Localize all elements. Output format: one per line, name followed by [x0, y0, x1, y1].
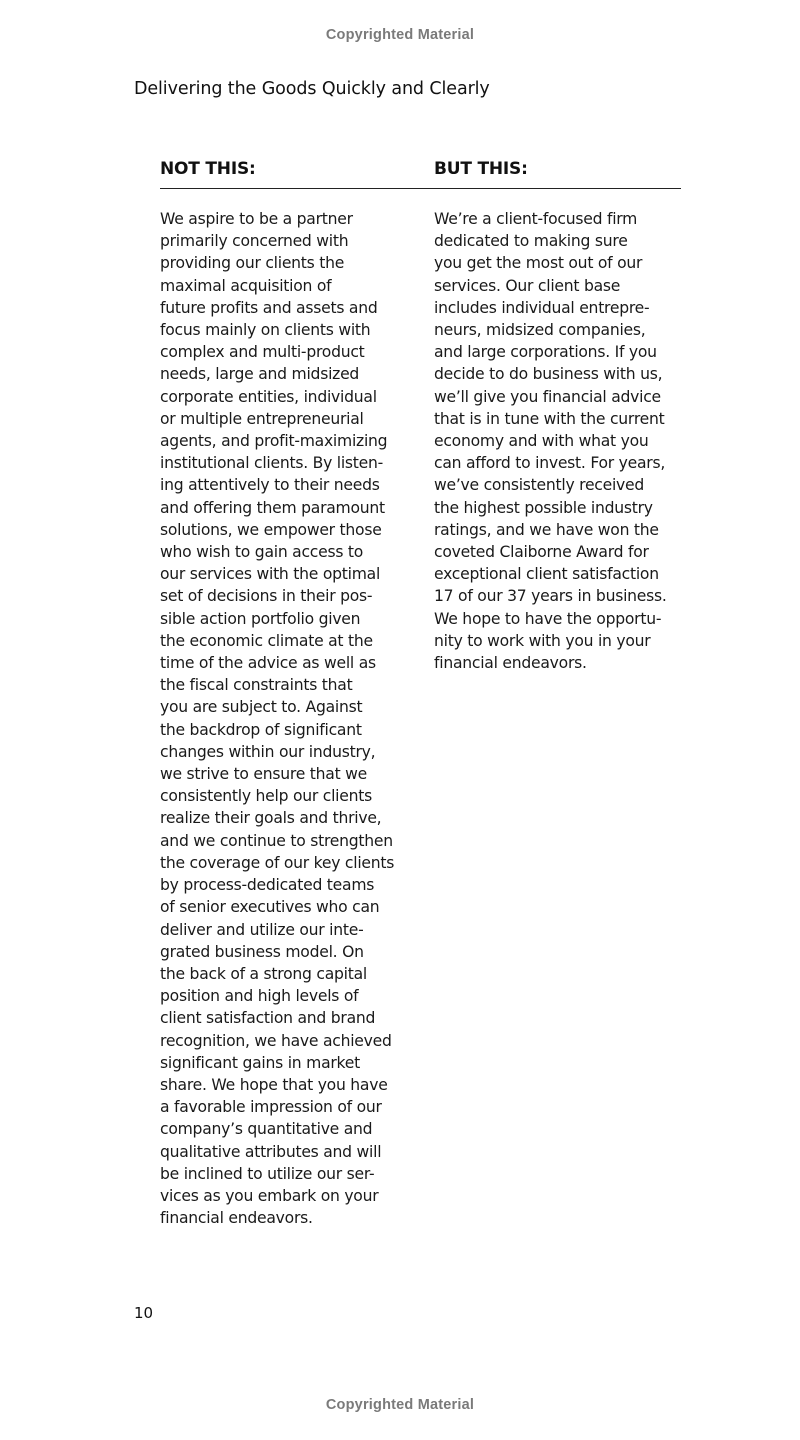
not-this-heading: NOT THIS:	[160, 159, 256, 179]
text-line: We’re a client-focused firm	[434, 210, 638, 228]
text-line: coveted Claiborne Award for	[434, 543, 649, 562]
page-number: 10	[134, 1304, 154, 1322]
text-line: share. We hope that you have	[160, 1075, 388, 1094]
text-line: agents, and profit-maximizing	[160, 432, 388, 451]
but-this-heading: BUT THIS:	[434, 159, 528, 179]
text-line: future profits and assets and	[160, 298, 378, 317]
text-line: consistently help our clients	[160, 787, 372, 806]
text-line: neurs, midsized companies,	[434, 321, 646, 340]
text-line: and large corporations. If you	[434, 343, 657, 362]
text-line: economy and with what you	[434, 432, 649, 451]
text-line: nity to work with you in your	[434, 631, 651, 650]
text-line: realize their goals and thrive,	[160, 809, 382, 828]
text-line: dedicated to making sure	[434, 232, 628, 251]
text-line: needs, large and midsized	[160, 365, 360, 384]
copyright-watermark-bottom: Copyrighted Material	[325, 1397, 475, 1413]
text-line: can afford to invest. For years,	[434, 454, 666, 473]
text-line: financial endeavors.	[434, 654, 587, 673]
text-line: by process-dedicated teams	[160, 876, 375, 895]
but-this-column	[434, 208, 692, 674]
text-line: 17 of our 37 years in business.	[434, 587, 667, 606]
text-line: time of the advice as well as	[160, 654, 376, 673]
text-line: maximal acquisition of	[160, 276, 332, 295]
text-line: recognition, we have achieved	[160, 1031, 392, 1050]
text-line: exceptional client satisfaction	[434, 565, 659, 584]
text-line: ing attentively to their needs	[160, 476, 380, 495]
text-line: complex and multi-product	[160, 343, 365, 362]
text-line: includes individual entrepre-	[434, 298, 650, 317]
running-head: Delivering the Goods Quickly and Clearly	[134, 79, 490, 99]
text-line: you are subject to. Against	[160, 698, 363, 717]
text-line: qualitative attributes and will	[160, 1142, 382, 1161]
text-line: or multiple entrepreneurial	[160, 409, 364, 428]
text-line: ratings, and we have won the	[434, 520, 659, 539]
text-line: our services with the optimal	[160, 565, 381, 584]
text-line: financial endeavors.	[160, 1209, 313, 1228]
text-line: a favorable impression of our	[160, 1098, 382, 1117]
text-line: client satisfaction and brand	[160, 1009, 376, 1028]
text-line: that is in tune with the current	[434, 409, 665, 428]
text-line: who wish to gain access to	[160, 543, 364, 562]
text-line: sible action portfolio given	[160, 609, 361, 628]
text-line: set of decisions in their pos-	[160, 587, 373, 606]
text-line: the highest possible industry	[434, 498, 653, 517]
text-line: providing our clients the	[160, 254, 345, 273]
heading-rule	[160, 188, 681, 189]
text-line: the coverage of our key clients	[160, 853, 395, 872]
text-line: changes within our industry,	[160, 742, 376, 761]
text-line: of senior executives who can	[160, 898, 380, 917]
text-line: focus mainly on clients with	[160, 321, 371, 340]
text-line: we’ve consistently received	[434, 476, 645, 495]
text-line: grated business model. On	[160, 942, 364, 961]
text-line: institutional clients. By listen-	[160, 454, 384, 473]
text-line: we’ll give you financial advice	[434, 387, 661, 406]
text-line: company’s quantitative and	[160, 1120, 373, 1139]
text-line: we strive to ensure that we	[160, 765, 368, 784]
text-line: the back of a strong capital	[160, 964, 368, 983]
text-line: services. Our client base	[434, 276, 621, 295]
text-line: vices as you embark on your	[160, 1186, 379, 1205]
text-line: the backdrop of significant	[160, 720, 362, 739]
text-line: position and high levels of	[160, 987, 359, 1006]
text-line: the fiscal constraints that	[160, 676, 353, 695]
text-line: primarily concerned with	[160, 232, 349, 251]
text-line: We hope to have the opportu-	[434, 609, 662, 628]
text-line: and we continue to strengthen	[160, 831, 393, 850]
copyright-watermark-top: Copyrighted Material	[325, 27, 475, 43]
text-line: corporate entities, individual	[160, 387, 377, 406]
text-line: significant gains in market	[160, 1053, 360, 1072]
text-line: and offering them paramount	[160, 498, 385, 517]
text-line: you get the most out of our	[434, 254, 643, 273]
text-line: deliver and utilize our inte-	[160, 920, 364, 939]
text-line: decide to do business with us,	[434, 365, 663, 384]
text-line: the economic climate at the	[160, 631, 373, 650]
text-line: be inclined to utilize our ser-	[160, 1164, 375, 1183]
text-line: We aspire to be a partner	[160, 210, 353, 228]
not-this-column	[160, 208, 418, 1229]
text-line: solutions, we empower those	[160, 520, 382, 539]
